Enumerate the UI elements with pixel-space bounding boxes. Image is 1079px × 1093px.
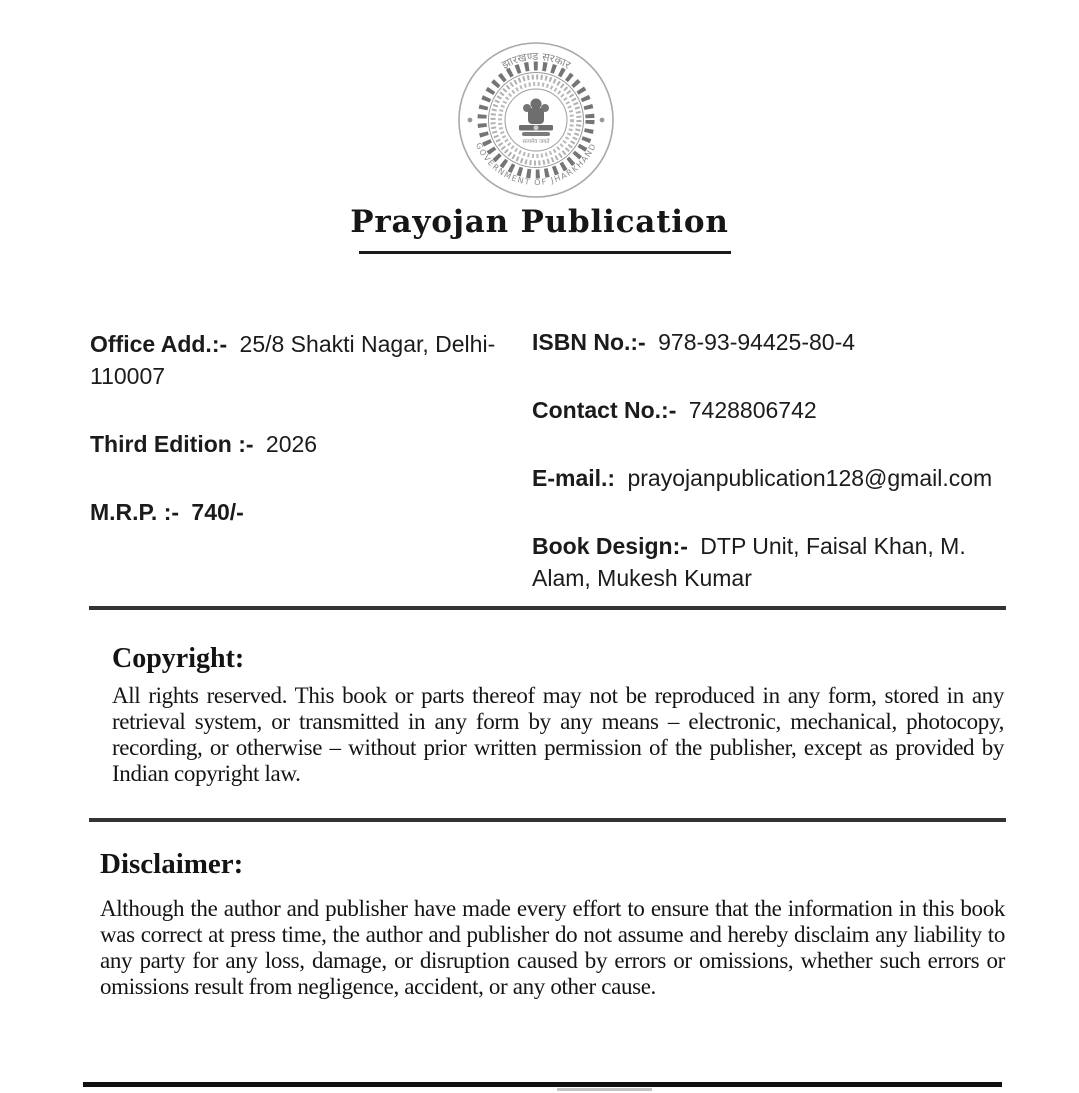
isbn-field bbox=[532, 326, 1024, 358]
divider-middle bbox=[89, 818, 1006, 822]
office-address-label: Office Add.:- bbox=[90, 331, 228, 357]
office-address-value: 25/8 Shakti Nagar, Delhi-110007 bbox=[90, 331, 496, 389]
seal-right-dot bbox=[600, 118, 605, 123]
book-design-label: Book Design:- bbox=[532, 533, 688, 559]
mrp-value: 740/- bbox=[191, 499, 244, 525]
page-edge-shadow bbox=[557, 1088, 652, 1091]
seal-top-text: झारखण्ड सरकार bbox=[499, 49, 573, 72]
copyright-text: All rights reserved. This book or parts thereof may not be reproduced in any form, stored in any retrieval system, or transmitted in any form by any means – electronic, mechanical, photocopy, recording, or otherwise – without prior written permission of the publisher, except as provided by Indian copyright law. bbox=[112, 683, 1004, 786]
title-underline bbox=[359, 251, 731, 254]
contact-value: 7428806742 bbox=[688, 397, 817, 423]
contact-field bbox=[532, 394, 1024, 426]
edition-value: 2026 bbox=[265, 431, 318, 457]
publication-info-left-column bbox=[90, 328, 514, 564]
divider-bottom bbox=[83, 1082, 1002, 1087]
divider-top bbox=[89, 606, 1006, 610]
government-of-jharkhand-seal bbox=[456, 40, 616, 200]
publication-info-right-column bbox=[532, 326, 1024, 630]
isbn-label: ISBN No.:- bbox=[532, 329, 646, 355]
mrp-label: M.R.P. :- bbox=[90, 499, 180, 525]
email-value: prayojanpublication128@gmail.com bbox=[627, 465, 993, 491]
isbn-value: 978-93-94425-80-4 bbox=[658, 329, 856, 355]
book-design-field bbox=[532, 530, 1024, 594]
copyright-heading: Copyright: bbox=[112, 643, 245, 674]
seal-left-dot bbox=[468, 118, 473, 123]
email-label: E-mail.: bbox=[532, 465, 616, 491]
seal-graphic bbox=[456, 40, 616, 200]
publisher-name: Prayojan Publication bbox=[350, 204, 729, 240]
edition-label: Third Edition :- bbox=[90, 431, 254, 457]
disclaimer-text: Although the author and publisher have made every effort to ensure that the information in this book was correct at press time, the author and publisher do not assume and hereby disclaim any liability to any party for any loss, damage, or disruption caused by errors or omissions, whether such errors or omissions result from negligence, accident, or any other cause. bbox=[100, 896, 1005, 999]
seal-motto-text: सत्यमेव जयते bbox=[522, 139, 550, 145]
copyright-section bbox=[112, 643, 1004, 787]
email-field bbox=[532, 462, 1024, 494]
disclaimer-heading: Disclaimer: bbox=[100, 848, 244, 880]
seal-bottom-text: GOVERNMENT OF JHARKHAND bbox=[473, 141, 599, 188]
mrp-field bbox=[90, 496, 514, 528]
contact-label: Contact No.:- bbox=[532, 397, 677, 423]
book-design-value: DTP Unit, Faisal Khan, M. Alam, Mukesh Kumar bbox=[532, 533, 966, 591]
edition-field bbox=[90, 428, 514, 460]
disclaimer-section bbox=[100, 848, 1005, 1000]
office-address-field bbox=[90, 328, 514, 392]
